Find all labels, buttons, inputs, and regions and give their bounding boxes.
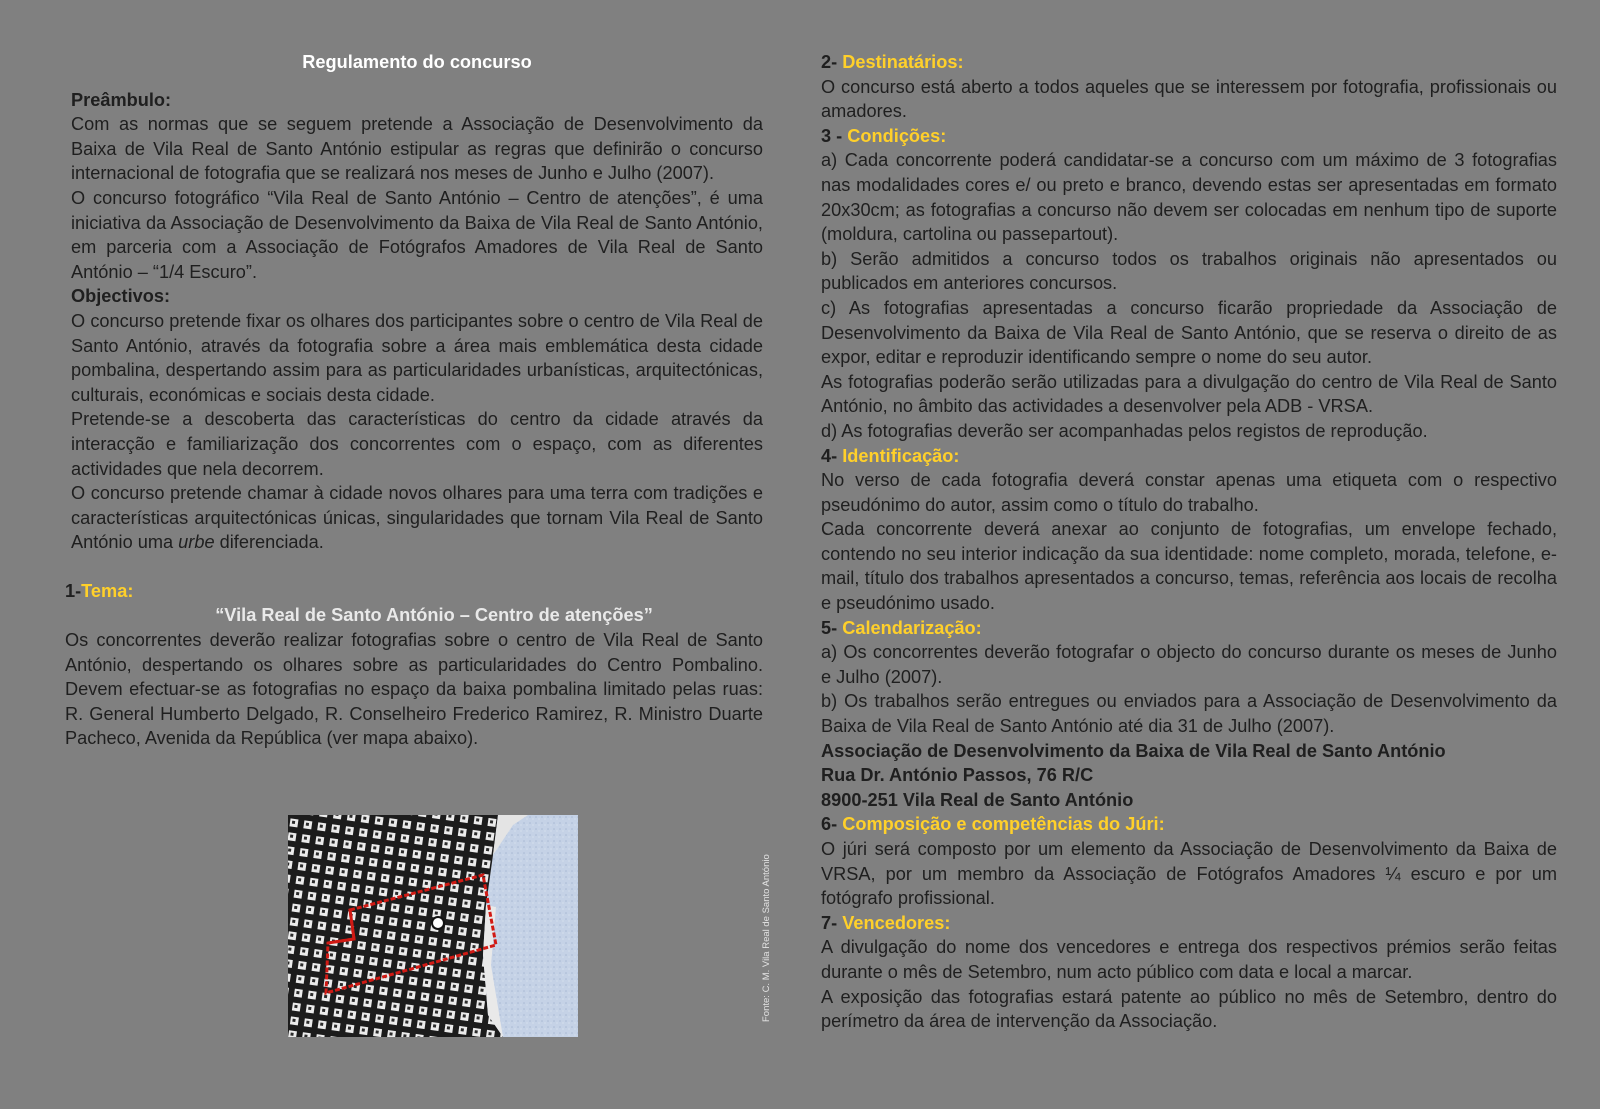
preamble-paragraph-2: O concurso fotográfico “Vila Real de Santo António – Centro de atenções”, é uma iniciativa da Associação de Desenvolvimento da Baixa de Vila Real de Santo António, em parceria com a Associação de Fotógrafos Amadores de Vila Real de Santo António – “1/4 Escuro”. [71, 187, 763, 282]
spacer [71, 555, 763, 579]
page-title: Regulamento do concurso [302, 52, 532, 72]
section-2-text: O concurso está aberto a todos aqueles que se interessem por fotografia, profissionais ou amadores. [821, 76, 1557, 122]
section-3-item-c: c) As fotografias apresentadas a concurso ficarão propriedade da Associação de Desenvolvimento da Baixa de Vila Real de Santo António, que se reserva o direito de as expor, editar e reproduzir identificando sempre o nome do seu autor. [821, 297, 1557, 368]
preamble-heading: Preâmbulo: [71, 89, 172, 110]
left-column [65, 50, 763, 751]
address-line-2: Rua Dr. António Passos, 76 R/C [821, 765, 1094, 786]
objectives-paragraph-1: O concurso pretende fixar os olhares dos participantes sobre o centro de Vila Real de Santo António, através da fotografia sobre a área mais emblemática desta cidade pombalina, despertando assim para as particularidades urbanísticas, arquitectónicas, culturais, económicas e sociais desta cidade. [71, 310, 763, 405]
section-7-paragraph-1: A divulgação do nome dos vencedores e entrega dos respectivos prémios serão feitas durante o mês de Setembro, num acto público com data e local a marcar. [821, 937, 1557, 982]
objectives-paragraph-3: O concurso pretende chamar à cidade novos olhares para uma terra com tradições e características arquitectónicas únicas, singularidades que tornam Vila Real de Santo António uma urbe diferenciada. [71, 483, 763, 553]
right-column [821, 50, 1557, 1034]
address-line-1: Associação de Desenvolvimento da Baixa de Vila Real de Santo António [821, 740, 1446, 761]
section-5-item-a: a) Os concorrentes deverão fotografar o objecto do concurso durante os meses de Junho e Julho (2007). [821, 642, 1557, 687]
section-2-heading: 2- Destinatários: [821, 52, 964, 72]
section-6-heading: 6- Composição e competências do Júri: [821, 814, 1165, 835]
section-5-heading: 5- Calendarização: [821, 617, 982, 638]
section-7-paragraph-2: A exposição das fotografias estará patente ao público no mês de Setembro, dentro do perímetro da área de intervenção da Associação. [821, 986, 1557, 1032]
city-map [288, 815, 578, 1037]
section-1 [65, 579, 763, 751]
section-3-item-c2: As fotografias poderão serão utilizadas para a divulgação do centro de Vila Real de Santo António, no âmbito das actividades a desenvolver pela ADB - VRSA. [821, 371, 1557, 417]
map-image [288, 815, 578, 1037]
theme-title: “Vila Real de Santo António – Centro de atenções” [215, 605, 653, 626]
preamble-paragraph-1: Com as normas que se seguem pretende a Associação de Desenvolvimento da Baixa de Vila Real de Santo António estipular as regras que definirão o concurso internacional de fotografia que se realizará nos meses de Junho e Julho (2007). [71, 114, 763, 184]
section-4-heading: 4- Identificação: [821, 445, 960, 466]
section-4-paragraph-1: No verso de cada fotografia deverá constar apenas uma etiqueta com o respectivo pseudónimo do autor, assim como o título do trabalho. [821, 470, 1557, 515]
section-3-item-a: a) Cada concorrente poderá candidatar-se a concurso com um máximo de 3 fotografias nas modalidades cores e/ ou preto e branco, devendo estas ser apresentadas em formato 20x30cm; as fotografias a concurso não devem ser colocadas em nenhum tipo de suporte (moldura, cartolina ou passepartout). [821, 150, 1557, 245]
section-3-item-d: d) As fotografias deverão ser acompanhadas pelos registos de reprodução. [821, 420, 1428, 441]
section-4-paragraph-2: Cada concorrente deverá anexar ao conjunto de fotografias, um envelope fechado, contendo no seu interior indicação da sua identidade: nome completo, morada, telefone, e-mail, título dos trabalhos apresentados a concurso, temas, referência aos locais de recolha e pseudónimo usado. [821, 519, 1557, 614]
section-5-item-b: b) Os trabalhos serão entregues ou enviados para a Associação de Desenvolvimento da Baixa de Vila Real de Santo António até dia 31 de Julho (2007). [821, 691, 1557, 737]
section-3-heading: 3 - Condições: [821, 125, 947, 146]
section-3-item-b: b) Serão admitidos a concurso todos os trabalhos originais não apresentados ou publicados em anteriores concursos. [821, 248, 1557, 294]
section-1-heading: 1-Tema: [65, 580, 134, 601]
objectives-paragraph-2: Pretende-se a descoberta das características do centro da cidade através da interacção e familiarização dos concorrentes com o espaço, com as diferentes actividades que nela decorrem. [71, 409, 763, 479]
section-1-text: Os concorrentes deverão realizar fotografias sobre o centro de Vila Real de Santo António, despertando os olhares sobre as particularidades do Centro Pombalino. Devem efectuar-se as fotografias no espaço da baixa pombalina limitado pelas ruas: R. General Humberto Delgado, R. Conselheiro Frederico Ramirez, R. Ministro Duarte Pacheco, Avenida da República (ver mapa abaixo). [65, 630, 763, 749]
section-6-text: O júri será composto por um elemento da Associação de Desenvolvimento da Baixa de VRSA, por um membro da Associação de Fotógrafos Amadores ¼ escuro e por um fotógrafo profissional. [821, 839, 1557, 909]
address-line-3: 8900-251 Vila Real de Santo António [821, 789, 1134, 810]
objectives-heading: Objectivos: [71, 286, 171, 307]
section-7-heading: 7- Vencedores: [821, 912, 951, 933]
map-source-caption: Fonte: C. M. Vila Real de Santo António [761, 854, 772, 1022]
